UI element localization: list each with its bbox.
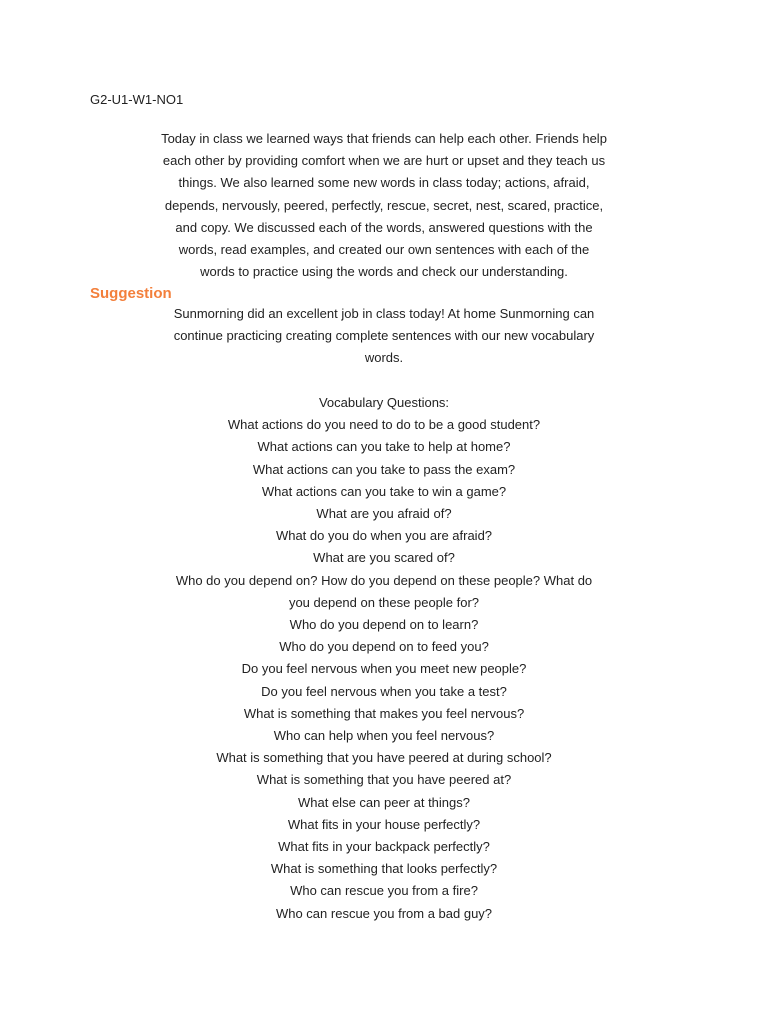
vocabulary-question: What are you scared of? xyxy=(313,550,455,566)
vocabulary-question: Who do you depend on? How do you depend on these people? What do xyxy=(175,572,593,588)
vocabulary-question: What is something that you have peered at? xyxy=(256,772,512,788)
vocabulary-title: Vocabulary Questions: xyxy=(318,395,450,410)
vocabulary-question: Who can rescue you from a bad guy? xyxy=(275,905,493,921)
vocabulary-question: What is something that you have peered at during school? xyxy=(216,750,552,766)
document-code: G2-U1-W1-NO1 xyxy=(90,92,184,107)
vocabulary-question: What are you afraid of? xyxy=(316,506,452,522)
vocabulary-question: Do you feel nervous when you meet new people? xyxy=(241,661,527,677)
class-summary: Today in class we learned ways that friends can help each other. Friends help each other by providing comfort when we are hurt or upset and they teach us things. We also learned some new words in class today; actions, afraid, depends, nervously, peered, perfectly, rescue, secret, nest, scared, practice, and copy. We discussed each of the words, answered questions with the words, read examples, and created our own sentences with each of the words to practice using the words and check our understanding. xyxy=(161,131,607,280)
suggestion-text: Sunmorning did an excellent job in class today! At home Sunmorning can continue practicing creating complete sentences with our new vocabulary words. xyxy=(173,306,595,366)
vocabulary-question: Who do you depend on to learn? xyxy=(289,617,479,633)
vocabulary-question: What actions can you take to win a game? xyxy=(261,483,507,499)
vocabulary-question: you depend on these people for? xyxy=(288,594,480,610)
vocabulary-question: What actions can you take to pass the exam? xyxy=(252,461,516,477)
vocabulary-question: What else can peer at things? xyxy=(298,794,470,810)
vocabulary-question: What do you do when you are afraid? xyxy=(275,528,493,544)
vocabulary-questions xyxy=(160,392,608,925)
vocabulary-question: Do you feel nervous when you take a test? xyxy=(261,683,507,699)
vocabulary-question: What is something that looks perfectly? xyxy=(270,861,498,877)
vocabulary-question: Who can help when you feel nervous? xyxy=(273,728,495,744)
vocabulary-question: What actions can you take to help at home? xyxy=(257,439,511,455)
vocabulary-question: Who can rescue you from a fire? xyxy=(290,883,478,899)
vocabulary-question: What fits in your backpack perfectly? xyxy=(278,839,490,855)
suggestion-heading: Suggestion xyxy=(90,285,172,302)
vocabulary-question: What is something that makes you feel nervous? xyxy=(243,705,525,721)
vocabulary-question: Who do you depend on to feed you? xyxy=(279,639,489,655)
vocabulary-question-list xyxy=(160,414,608,925)
vocabulary-question: What actions do you need to do to be a good student? xyxy=(227,417,541,433)
vocabulary-question: What fits in your house perfectly? xyxy=(287,816,481,832)
